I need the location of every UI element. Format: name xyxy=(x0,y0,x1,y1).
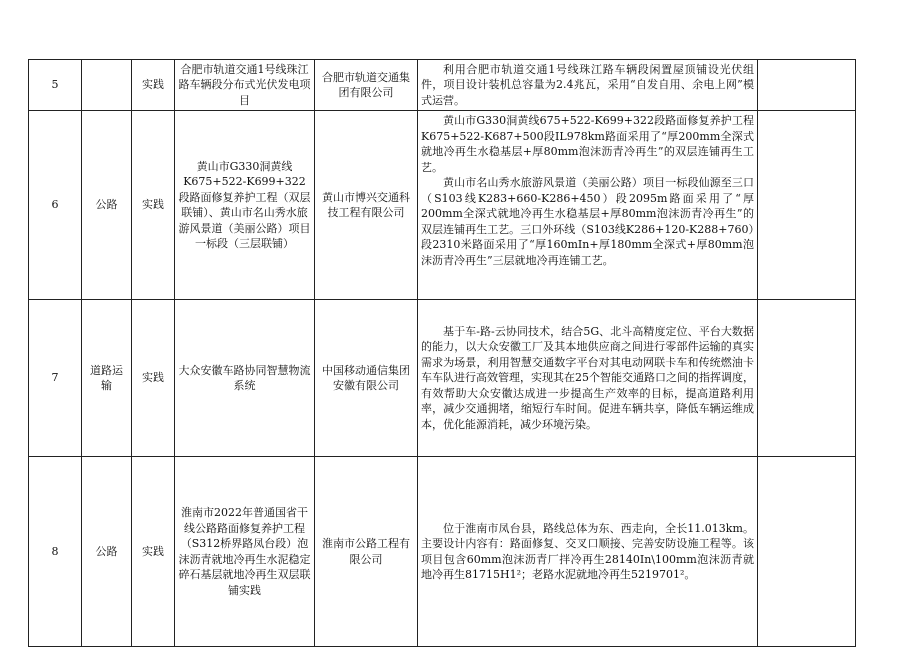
row-project-name: 黄山市G330洞黄线K675+522-K699+322段路面修复养护工程（双层联铺）、黄山市名山秀水旅游风景道（美丽公路）项目一标段（三层联铺） xyxy=(175,111,315,300)
row-category: 公路 xyxy=(82,457,132,647)
row-extra xyxy=(758,457,856,647)
table-row xyxy=(29,300,856,457)
project-table xyxy=(28,59,856,647)
description-paragraph: 黄山市名山秀水旅游风景道（美丽公路）项目一标段仙源至三口（S103线K283+660-K286+450）段2095m路面采用了“厚200mm全深式就地冷再生水稳基层+厚80mm泡沫沥青冷再生”的双层连铺再生工艺。三口外环线（S103线K286+120-K288+760）段2310米路面采用了“厚160mIn+厚180mm全深式+厚80mm泡沫沥青冷再生”三层就地冷再连铺工艺。 xyxy=(421,176,754,267)
row-extra xyxy=(758,60,856,111)
row-description xyxy=(418,457,758,647)
row-organization: 黄山市博兴交通科技工程有限公司 xyxy=(315,111,418,300)
description-paragraph: 利用合肥市轨道交通1号线珠江路车辆段闲置屋顶铺设光伏组件，项目设计装机总容量为2.4兆瓦，采用“自发自用、余电上网”模式运营。 xyxy=(421,62,754,107)
row-organization: 中国移动通信集团安徽有限公司 xyxy=(315,300,418,457)
row-type: 实践 xyxy=(132,60,175,111)
row-number: 7 xyxy=(29,300,82,457)
row-description xyxy=(418,300,758,457)
row-project-name: 淮南市2022年普通国省干线公路路面修复养护工程（S312桥界路凤台段）泡沫沥青就地冷再生水泥稳定碎石基层就地冷再生双层联铺实践 xyxy=(175,457,315,647)
table-row xyxy=(29,60,856,111)
row-extra xyxy=(758,300,856,457)
row-type: 实践 xyxy=(132,111,175,300)
description-paragraph: 黄山市G330洞黄线675+522-K699+322段路面修复养护工程K675+522-K687+500段IL978km路面采用了“厚200mm全深式就地冷再生水稳基层+厚80mm泡沫沥青冷再生”的双层连铺再生工艺。 xyxy=(421,114,754,174)
row-type: 实践 xyxy=(132,300,175,457)
row-category: 道路运输 xyxy=(82,300,132,457)
description-paragraph: 位于淮南市凤台县，路线总体为东、西走向，全长11.013km。主要设计内容有：路面修复、交叉口顺接、完善安防设施工程等。该项目包含60mm泡沫沥青厂拌冷再生28140In\100mm泡沫沥青就地冷再生81715H1²；老路水泥就地冷再生5219701²。 xyxy=(421,521,754,581)
row-number: 8 xyxy=(29,457,82,647)
row-organization: 淮南市公路工程有限公司 xyxy=(315,457,418,647)
row-category xyxy=(82,60,132,111)
table-row xyxy=(29,111,856,300)
table-row xyxy=(29,457,856,647)
row-number: 6 xyxy=(29,111,82,300)
row-project-name: 大众安徽车路协同智慧物流系统 xyxy=(175,300,315,457)
row-extra xyxy=(758,111,856,300)
row-organization: 合肥市轨道交通集团有限公司 xyxy=(315,60,418,111)
row-description xyxy=(418,60,758,111)
row-project-name: 合肥市轨道交通1号线珠江路车辆段分布式光伏发电项目 xyxy=(175,60,315,111)
row-category: 公路 xyxy=(82,111,132,300)
row-type: 实践 xyxy=(132,457,175,647)
row-description xyxy=(418,111,758,300)
description-paragraph: 基于车-路-云协同技术，结合5G、北斗高精度定位、平台大数据的能力，以大众安徽工厂及其本地供应商之间进行零部件运输的真实需求为场景，利用智慧交通数字平台对其电动网联卡车和传统燃油卡车车队进行高效管理，实现其在25个智能交通路口之间的指挥调度，有效帮助大众安徽达成进一步提高生产效率的目标，提高道路利用率，减少交通拥堵，缩短行车时间。促进车辆共享，降低车辆运维成本，优化能源消耗，减少环境污染。 xyxy=(421,324,754,431)
row-number: 5 xyxy=(29,60,82,111)
